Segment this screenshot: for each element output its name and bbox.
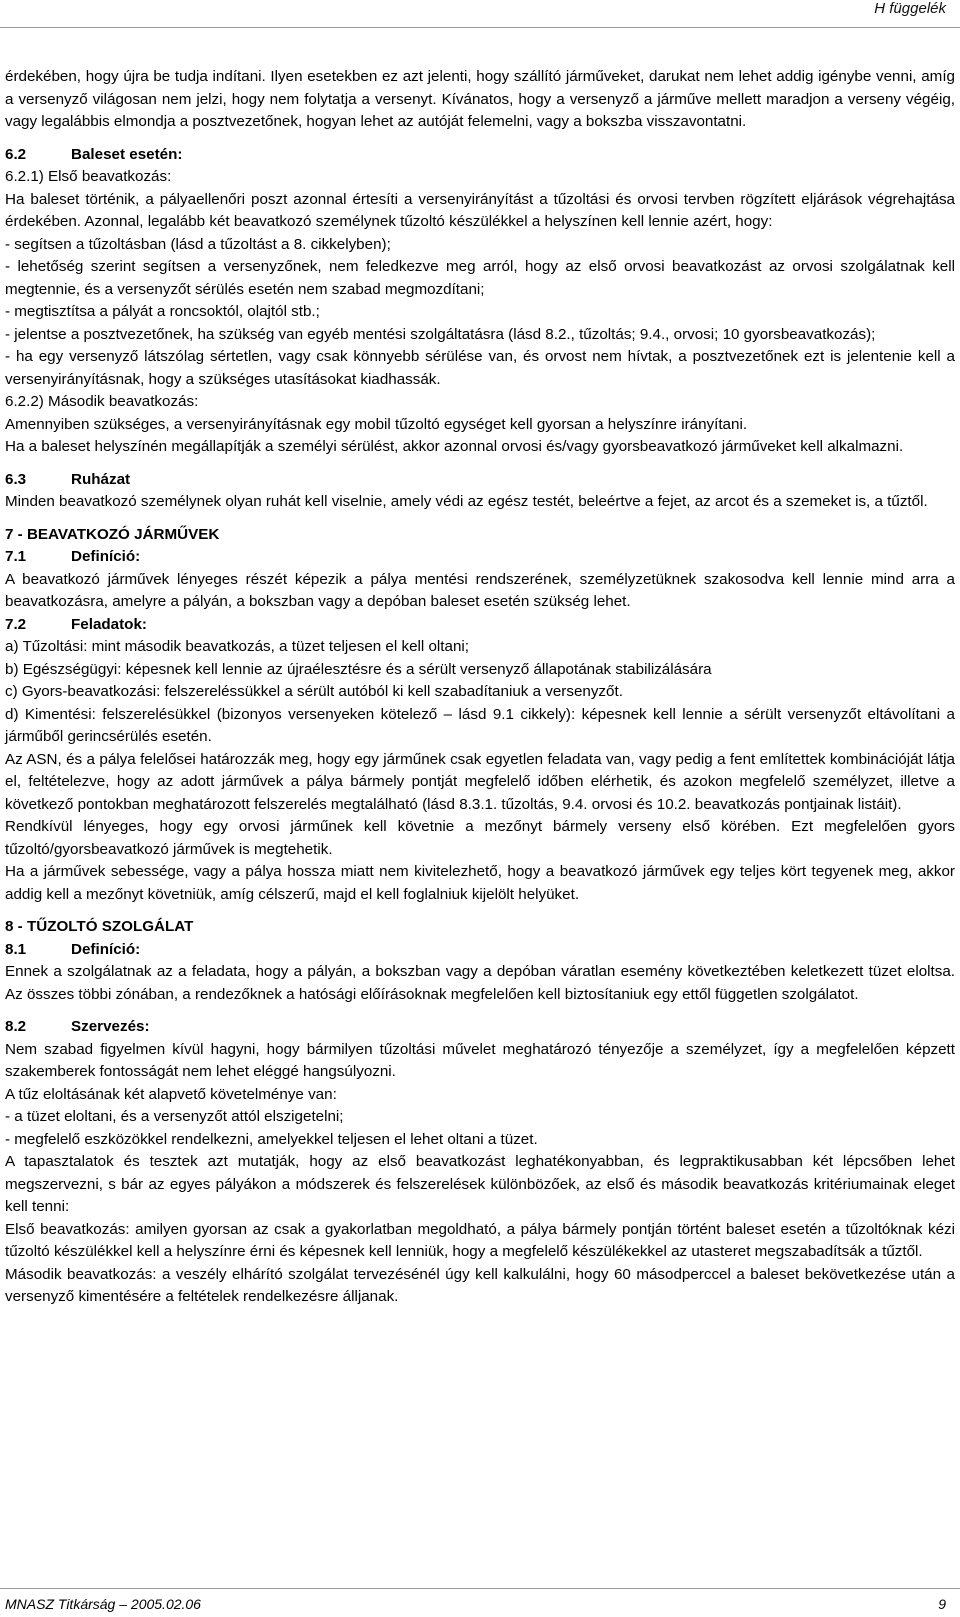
section-number: 7.2 [5, 615, 27, 633]
section-title: Definíció: [71, 940, 141, 958]
paragraph: érdekében, hogy újra be tudja indítani. Ilyen esetekben ez azt jelenti, hogy szállító járműveket, darukat nem lehet addig igénybe venni, amíg a versenyző világosan nem jelzi, hogy nem folytatja a versenyt. Kívánatos, hogy a versenyző a járműve mellett maradjon a verseny végéig, vagy legalábbis elmondja a posztvezetőnek, hogyan lehet az autóját felemelni, vagy a bokszba visszavontatni. [5, 68, 955, 130]
paragraph: Ennek a szolgálatnak az a feladata, hogy a pályán, a bokszban vagy a depóban váratlan esemény következtében keletkezett tüzet eloltsa. Az összes többi zónában, a rendezőknek a hatósági előírásoknak megfelelően kell biztosítaniuk egy ettől független szolgálatot. [5, 963, 955, 1003]
paragraph: Minden beavatkozó személynek olyan ruhát kell viselnie, amely védi az egész testét, beleértve a fejet, az arcot és a szemeket is, a tűztől. [5, 493, 928, 510]
chapter-heading: 8 - TŰZOLTÓ SZOLGÁLAT [5, 918, 194, 935]
section-heading-7-2 [5, 614, 955, 637]
paragraph: Második beavatkozás: a veszély elhárító szolgálat tervezésénél úgy kell kalkulálni, hogy 60 másodperccel a baleset bekövetkezése után a versenyző kimentésére a feltételek rendelkezésre álljanak. [5, 1265, 955, 1305]
header-rule [0, 27, 960, 28]
list-item: c) Gyors-beavatkozási: felszereléssükkel a sérült autóból ki kell szabadítaniuk a versenyzőt. [5, 683, 623, 700]
page-header: H függelék [874, 0, 946, 17]
subsection-heading: 6.2.1) Első beavatkozás: [5, 168, 172, 185]
chapter-heading: 7 - BEAVATKOZÓ JÁRMŰVEK [5, 525, 220, 543]
paragraph: Rendkívül lényeges, hogy egy orvosi járműnek kell követnie a mezőnyt bármely verseny első körében. Ezt megfelelően gyors tűzoltó/gyorsbeavatkozó járművek is megtehetik. [5, 818, 955, 858]
paragraph: Ha a járművek sebessége, vagy a pálya hossza miatt nem kivitelezhető, hogy a beavatkozó járművek egy teljes kört tegyenek meg, akkor addig kell a mezőnyt követniük, amíg célszerű, majd el kell foglalniuk kijelölt helyüket. [5, 863, 955, 903]
section-number: 8.1 [5, 940, 27, 958]
paragraph: A beavatkozó járművek lényeges részét képezik a pálya mentési rendszerének, személyzetüknek szakosodva kell lennie mind arra a beavatkozásra, amelyre a pályán, a bokszban vagy a depóban baleset esetén szükség lehet. [5, 570, 955, 610]
section-title: Ruházat [71, 470, 131, 488]
section-heading-8-1 [5, 939, 955, 962]
paragraph: Nem szabad figyelmen kívül hagyni, hogy bármilyen tűzoltási művelet meghatározó tényezője a személyzet, így a megfelelően képzett szakemberek fontosságát nem lehet eléggé hangsúlyozni. [5, 1040, 955, 1080]
paragraph: Az ASN, és a pálya felelősei határozzák meg, hogy egy járműnek csak egyetlen feladata van, vagy pedig a fent említettek kombinációját látja el, feltételezve, hogy az adott járművek a pálya bármely pontját megfelelő időben elérhetik, és azokon megfelelő személyzet, illetve a következő pontokban meghatározott felszerelés megtalálható (lásd 8.3.1. tűzoltás, 9.4. orvosi és 10.2. beavatkozás pontjainak listáit). [5, 750, 955, 813]
section-heading-7-1 [5, 546, 955, 569]
paragraph: Első beavatkozás: amilyen gyorsan az csak a gyakorlatban megoldható, a pálya bármely pontján történt baleset esetén a tűzoltóknak kézi tűzoltó készülékkel kell a helyszínre érni és képesnek kell lenniük, hogy a megfelelő készülékekkel az utasteret megszabadítsák a tűztől. [5, 1220, 955, 1260]
paragraph: A tapasztalatok és tesztek azt mutatják, hogy az első beavatkozást leghatékonyabban, és legpraktikusabban két lépcsőben lehet megszervezni, s bár az egyes pályákon a módszerek és felszerelések különbözőek, az első és második beavatkozás kritériumainak eleget kell tenni: [5, 1153, 955, 1215]
section-heading-6-2 [5, 144, 955, 167]
list-item: - a tüzet eloltani, és a versenyzőt attól elszigetelni; [5, 1108, 344, 1125]
list-item: - segítsen a tűzoltásban (lásd a tűzoltást a 8. cikkelyben); [5, 235, 391, 253]
section-heading-8-2 [5, 1016, 955, 1039]
subsection-heading: 6.2.2) Második beavatkozás: [5, 393, 199, 410]
section-title: Feladatok: [71, 615, 147, 633]
footer-text: MNASZ Titkárság – 2005.02.06 [5, 1596, 201, 1612]
document-body [5, 66, 955, 1309]
section-number: 8.2 [5, 1018, 27, 1035]
list-item: - ha egy versenyző látszólag sértetlen, vagy csak könnyebb sérülése van, és orvost nem hívtak, a posztvezetőnek ezt is jelentenie kell a versenyirányításnak, hogy a szükséges utasításokat kiadhassák. [5, 348, 955, 388]
list-item: - jelentse a posztvezetőnek, ha szükség van egyéb mentési szolgáltatásra (lásd 8.2., tűzoltás; 9.4., orvosi; 10 gyorsbeavatkozás); [5, 325, 876, 343]
section-title: Baleset esetén: [71, 145, 183, 163]
list-item: b) Egészségügyi: képesnek kell lennie az újraélesztésre és a sérült versenyző állapotának stabilizálására [5, 660, 712, 678]
section-number: 6.2 [5, 145, 27, 163]
list-item: d) Kimentési: felszerelésükkel (bizonyos versenyeken kötelező – lásd 9.1 cikkely): képesnek kell lennie a sérült versenyzőt eltávolítani a járműből gerincsérülés esetén. [5, 705, 955, 745]
section-number: 6.3 [5, 470, 27, 488]
section-number: 7.1 [5, 548, 27, 565]
list-item: - lehetőség szerint segítsen a versenyzőnek, nem feledkezve meg arról, hogy az első orvosi beavatkozást az orvosi szolgálatnak kell megtennie, és a versenyzőt sérülés esetén nem szabad megmozdítani; [5, 258, 955, 298]
list-item: a) Tűzoltási: mint második beavatkozás, a tüzet teljesen el kell oltani; [5, 638, 470, 655]
section-heading-6-3 [5, 469, 955, 492]
paragraph: Amennyiben szükséges, a versenyirányításnak egy mobil tűzoltó egységet kell gyorsan a helyszínre irányítani. [5, 415, 748, 433]
paragraph: Ha baleset történik, a pályaellenőri poszt azonnal értesíti a versenyirányítást a tűzoltási és orvosi tervben rögzített eljárások végrehajtása érdekében. Azonnal, legalább két beavatkozó személynek tűzoltó készülékkel a helyszínen kell lennie azért, hogy: [5, 190, 955, 230]
list-item: - megfelelő eszközökkel rendelkezni, amelyekkel teljesen el lehet oltani a tüzet. [5, 1130, 538, 1148]
page-number: 9 [938, 1596, 946, 1612]
list-item: - megtisztítsa a pályát a roncsoktól, olajtól stb.; [5, 303, 320, 320]
section-title: Definíció: [71, 548, 141, 565]
paragraph: A tűz eloltásának két alapvető követelménye van: [5, 1085, 337, 1103]
footer-rule [0, 1588, 960, 1589]
section-title: Szervezés: [71, 1018, 150, 1035]
paragraph: Ha a baleset helyszínén megállapítják a személyi sérülést, akkor azonnal orvosi és/vagy gyorsbeavatkozó járműveket kell alkalmazni. [5, 438, 904, 455]
